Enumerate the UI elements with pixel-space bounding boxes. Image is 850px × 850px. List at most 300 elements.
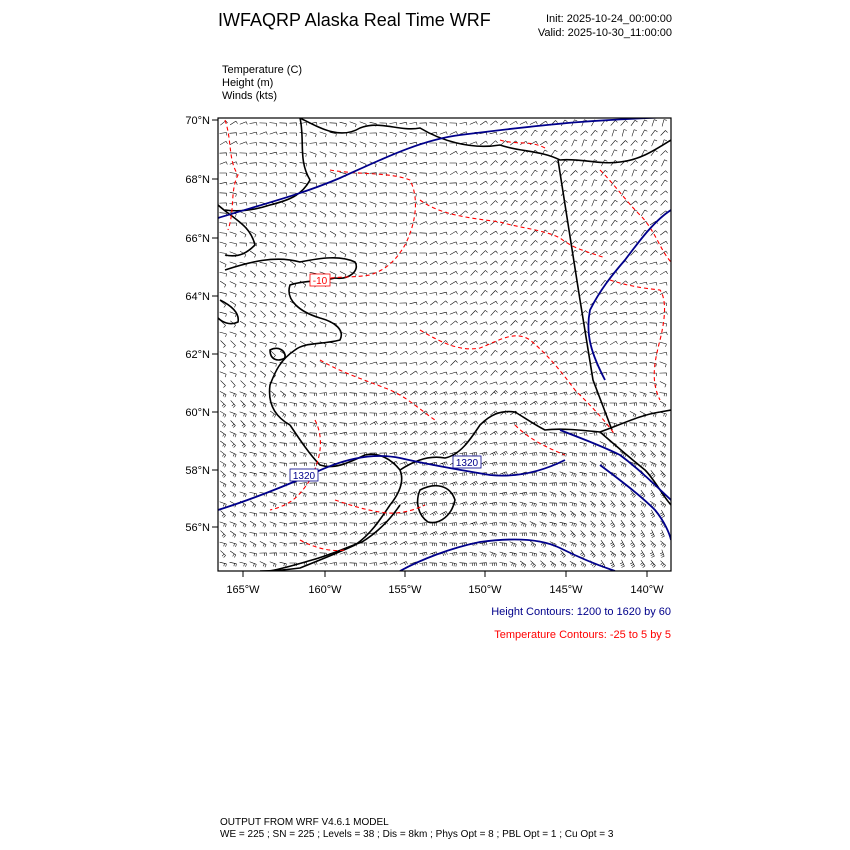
wind-barb <box>480 552 487 557</box>
wind-barb <box>501 161 508 166</box>
wind-barb <box>570 131 577 136</box>
wind-barb <box>600 481 605 488</box>
wind-barb <box>660 401 666 407</box>
wind-barb <box>520 332 527 335</box>
wind-barb <box>360 523 367 526</box>
wind-barb <box>611 140 618 145</box>
wind-barb <box>410 292 418 295</box>
wind-barb <box>380 352 387 355</box>
wind-barb <box>390 292 398 295</box>
wind-barb <box>410 522 417 526</box>
wind-barb <box>540 141 547 145</box>
wind-barb <box>390 493 397 496</box>
wind-barb <box>290 332 297 337</box>
wind-barb <box>630 261 638 264</box>
wind-barb <box>560 402 568 405</box>
wind-barb <box>330 422 337 427</box>
wind-barb <box>490 301 498 304</box>
wind-barb <box>270 502 277 507</box>
wind-barb <box>260 242 267 246</box>
wind-barb <box>370 323 377 326</box>
wind-barb <box>300 273 307 277</box>
wind-barb <box>350 423 357 426</box>
wind-barb <box>580 561 586 567</box>
init-time: Init: 2025-10-24_00:00:00 <box>546 13 672 25</box>
wind-barb <box>270 431 276 437</box>
wind-barb <box>490 152 498 155</box>
wind-barb <box>240 412 247 417</box>
wind-barb <box>450 562 457 566</box>
wind-barb <box>560 472 567 477</box>
wind-barb <box>420 402 428 405</box>
wind-barb <box>410 172 417 176</box>
wind-barb <box>250 291 255 298</box>
wind-barb <box>430 563 437 566</box>
wind-barb <box>480 502 488 506</box>
wind-barb <box>490 132 498 135</box>
wind-barb <box>420 133 427 136</box>
wind-barb <box>270 282 277 287</box>
wind-barb <box>410 122 418 125</box>
wind-barb <box>230 522 237 527</box>
wind-barb <box>450 183 457 186</box>
wind-barb <box>481 290 488 295</box>
wind-barb <box>460 432 468 435</box>
wind-barb <box>220 482 226 488</box>
wind-barb <box>652 120 657 127</box>
wind-barb <box>660 382 666 388</box>
wind-barb <box>360 182 366 187</box>
wind-barb <box>400 202 408 205</box>
wind-barb <box>440 172 448 175</box>
wind-barb <box>310 242 317 247</box>
wind-barb <box>561 290 568 296</box>
wind-barb <box>360 472 367 475</box>
wind-barb <box>460 262 467 265</box>
wind-barb <box>501 391 508 396</box>
wind-barb <box>571 331 578 336</box>
wind-barb <box>300 552 307 556</box>
wind-barb <box>410 162 418 165</box>
wind-barb <box>560 261 568 265</box>
wind-barb <box>610 492 617 497</box>
wind-barb <box>300 532 307 537</box>
wind-barb <box>610 292 618 295</box>
wind-barb <box>221 361 226 368</box>
wind-barb <box>510 522 517 527</box>
wind-barb <box>340 483 347 487</box>
wind-barb <box>530 201 537 205</box>
wind-barb <box>440 503 447 507</box>
wind-barb <box>340 292 346 298</box>
wind-barb <box>440 192 448 195</box>
wind-barb <box>651 210 658 215</box>
wind-barb <box>531 240 538 245</box>
wind-barb <box>660 262 668 265</box>
wind-barb <box>560 281 568 284</box>
wind-barb <box>660 421 666 427</box>
wind-barb <box>380 441 388 445</box>
wind-barb <box>501 371 508 376</box>
wind-barb <box>240 512 247 517</box>
wind-barb <box>590 501 596 507</box>
wind-barb <box>660 461 666 468</box>
wind-barb <box>460 122 467 125</box>
wind-barb <box>530 522 536 528</box>
wind-barb <box>410 451 418 455</box>
wind-barb <box>570 302 578 305</box>
wind-barb <box>300 372 307 376</box>
wind-barb <box>290 543 297 546</box>
wind-barb <box>340 212 346 218</box>
wind-barb <box>620 560 624 568</box>
wind-barb <box>510 161 517 166</box>
wind-barb <box>350 303 357 306</box>
wind-barb <box>621 210 627 216</box>
wind-barb <box>220 193 227 196</box>
wind-barb <box>470 191 478 195</box>
wind-barb <box>490 251 497 255</box>
wind-barb <box>650 422 657 427</box>
field-height: Height (m) <box>222 77 274 89</box>
wind-barb <box>531 260 538 265</box>
wind-barb <box>290 272 297 276</box>
wind-barb <box>660 312 668 315</box>
wind-barb <box>220 542 227 547</box>
wind-barb <box>380 262 387 267</box>
wind-barb <box>220 461 226 467</box>
wind-barb <box>540 413 547 416</box>
wind-barb <box>390 372 398 375</box>
wind-barb <box>582 200 588 206</box>
wind-barb <box>450 132 458 135</box>
wind-barb <box>540 201 548 205</box>
wind-barb <box>420 301 428 304</box>
wind-barb <box>370 283 377 287</box>
wind-barb <box>420 362 428 365</box>
wind-barb <box>650 353 657 356</box>
wind-barb <box>220 352 227 357</box>
wind-barb <box>380 461 388 465</box>
wind-barb <box>560 221 567 225</box>
wind-barb <box>490 442 498 445</box>
wind-barb <box>350 243 357 247</box>
wind-barb <box>390 203 397 206</box>
wind-barb <box>420 173 427 176</box>
wind-barb <box>521 320 528 326</box>
wind-barb <box>340 492 348 496</box>
wind-barb <box>380 252 388 255</box>
wind-barb <box>631 210 637 216</box>
wind-barb <box>380 232 387 235</box>
wind-barb <box>310 202 317 206</box>
wind-barb <box>640 482 646 488</box>
wind-barb <box>270 331 275 338</box>
wind-barb <box>630 423 637 426</box>
wind-barb <box>480 391 487 395</box>
wind-barb <box>420 352 428 355</box>
wind-barb <box>550 281 558 285</box>
wind-barb <box>630 501 636 508</box>
wind-barb <box>591 281 598 286</box>
wind-barb <box>571 290 578 296</box>
wind-barb <box>640 242 648 245</box>
wind-barb <box>580 453 587 456</box>
wind-barb <box>480 382 488 385</box>
wind-barb <box>330 483 337 487</box>
wind-barb <box>550 381 557 385</box>
wind-barb <box>290 123 297 126</box>
wind-barb <box>420 281 428 284</box>
wind-barb <box>270 522 276 527</box>
wind-barb <box>220 491 225 498</box>
wind-barb <box>370 222 377 227</box>
wind-barb <box>280 213 287 216</box>
wind-barb <box>420 162 427 165</box>
wind-barb <box>270 193 277 196</box>
wind-barb <box>370 182 377 187</box>
wind-barb <box>590 311 598 315</box>
wind-barb <box>450 552 458 556</box>
wind-barb <box>270 391 276 398</box>
wind-barb <box>360 393 367 397</box>
wind-barb <box>360 133 367 136</box>
wind-barb <box>570 351 577 356</box>
wind-barb <box>470 371 478 375</box>
wind-barb <box>310 321 316 327</box>
wind-barb <box>370 512 377 515</box>
wind-barb <box>260 402 266 408</box>
wind-barb <box>510 131 518 135</box>
wind-barb <box>490 192 498 195</box>
wind-barb <box>660 530 664 538</box>
wind-barb <box>400 452 408 456</box>
wind-barb <box>260 173 267 176</box>
wind-barb <box>460 271 467 275</box>
wind-barb <box>620 301 627 305</box>
wind-barb <box>380 282 387 286</box>
wind-barb <box>350 232 357 237</box>
wind-barb <box>400 233 407 236</box>
wind-barb <box>360 342 368 345</box>
wind-barb <box>630 392 637 397</box>
wind-barb <box>480 262 488 265</box>
wind-barb <box>380 481 388 485</box>
wind-barb <box>370 342 377 345</box>
wind-barb <box>541 301 548 306</box>
wind-barb <box>230 481 236 487</box>
wind-barb <box>260 331 265 338</box>
wind-barb <box>460 452 467 456</box>
wind-barb <box>550 433 557 437</box>
wind-barb <box>540 331 548 334</box>
wind-barb <box>520 191 527 196</box>
wind-barb <box>530 251 537 256</box>
wind-barb <box>230 372 237 377</box>
wind-barb <box>460 341 467 345</box>
wind-barb <box>370 362 378 365</box>
wind-barb <box>550 492 556 497</box>
wind-barb <box>370 142 377 147</box>
wind-barb <box>520 251 528 255</box>
wind-barb <box>280 123 287 126</box>
wind-barb <box>470 513 477 516</box>
wind-barb <box>400 193 407 197</box>
wind-barb <box>330 203 337 206</box>
wind-barb <box>221 531 226 538</box>
wind-barb <box>270 482 277 487</box>
wind-barb <box>250 183 257 186</box>
wind-barb <box>610 551 616 557</box>
wind-barb <box>470 282 478 285</box>
wind-barb <box>430 312 437 315</box>
wind-barb <box>280 292 286 297</box>
wind-barb <box>280 221 286 227</box>
wind-barb <box>491 391 498 396</box>
wind-barb <box>531 361 538 366</box>
wind-barb <box>630 372 637 376</box>
wind-barb <box>350 342 357 345</box>
wind-barb <box>420 312 428 315</box>
wind-barb <box>650 442 657 447</box>
wind-barb <box>491 370 498 375</box>
wind-barb <box>260 533 267 536</box>
wind-barb <box>450 231 458 235</box>
wind-barb <box>590 291 598 295</box>
wind-barb <box>420 273 427 276</box>
wind-barb <box>540 291 547 296</box>
wind-barb <box>380 193 387 196</box>
wind-barb <box>651 190 658 196</box>
wind-barb <box>610 373 617 376</box>
wind-barb <box>440 401 447 405</box>
wind-barb <box>540 241 547 245</box>
wind-barb <box>530 552 537 556</box>
wind-barb <box>580 502 586 507</box>
wind-barb <box>531 221 538 226</box>
wind-barb <box>380 323 387 326</box>
wind-barb <box>610 382 617 385</box>
wind-barb <box>350 153 357 156</box>
wind-barb <box>580 191 587 196</box>
wind-barb <box>630 353 637 356</box>
wind-barb <box>500 382 508 385</box>
lon-label-145: 145°W <box>549 584 583 596</box>
wind-barb <box>530 352 538 355</box>
wind-barb <box>621 190 627 196</box>
wind-barb <box>430 451 438 456</box>
wind-barb <box>460 401 467 406</box>
wind-barb <box>290 372 296 378</box>
wind-barb <box>570 412 578 415</box>
wind-barb <box>540 502 547 506</box>
temp-contour-10 <box>300 540 345 551</box>
wind-barb <box>220 133 227 136</box>
wind-barb <box>220 281 226 287</box>
wind-barb <box>240 452 247 457</box>
wind-barb <box>250 381 256 387</box>
wind-barb <box>630 281 637 284</box>
wind-barb <box>510 331 518 335</box>
wind-barb <box>360 253 367 257</box>
wind-barb <box>570 542 577 547</box>
wind-barb <box>230 223 237 226</box>
wind-barb <box>640 550 645 557</box>
wind-barb <box>561 230 567 236</box>
wind-barb <box>310 262 316 268</box>
wind-barb <box>490 552 497 557</box>
height-contour-south-2 <box>600 465 671 540</box>
wind-barb <box>300 132 307 136</box>
wind-barb <box>440 392 448 396</box>
model-info-line1: OUTPUT FROM WRF V4.6.1 MODEL <box>220 817 389 828</box>
wind-barb <box>230 562 237 566</box>
wind-barb <box>621 230 628 235</box>
wind-barb <box>260 382 267 387</box>
wind-barb <box>440 163 447 166</box>
wind-barb <box>350 472 357 476</box>
wind-barb <box>250 401 256 408</box>
wind-barb <box>330 402 337 407</box>
wind-barb <box>220 502 227 507</box>
wind-barb <box>601 200 607 206</box>
wind-barb <box>230 432 236 438</box>
wind-barb <box>430 273 437 276</box>
wind-barb <box>440 421 448 425</box>
wind-barb <box>510 483 517 487</box>
wind-barb <box>350 133 357 136</box>
wind-barb <box>350 463 357 466</box>
wind-barb <box>460 553 467 556</box>
wind-barb <box>430 391 438 395</box>
wind-barb <box>450 341 457 346</box>
wind-barb <box>541 130 547 136</box>
wind-barb <box>390 432 398 435</box>
wind-barb <box>470 493 477 496</box>
wind-barb <box>380 402 388 405</box>
wind-barb <box>550 161 557 166</box>
wind-barb <box>430 253 437 256</box>
wind-barb <box>541 321 548 326</box>
wind-barb <box>280 311 286 317</box>
wind-barb <box>330 211 336 217</box>
wind-barb <box>660 373 667 376</box>
wind-barb <box>280 322 287 327</box>
wind-barb <box>330 362 337 366</box>
wind-barb <box>611 200 618 206</box>
wind-barb <box>520 443 527 446</box>
wind-barb <box>290 143 297 147</box>
wind-barb <box>230 153 237 156</box>
wind-barb <box>581 271 588 276</box>
wind-barb <box>280 252 287 256</box>
wind-barb <box>410 182 417 185</box>
wind-barb <box>270 342 277 346</box>
wind-barb <box>500 463 507 466</box>
wind-barb <box>580 171 587 176</box>
wind-barb <box>220 332 227 337</box>
wind-barb <box>240 291 246 297</box>
wind-barb <box>611 301 618 306</box>
wind-barb <box>600 492 607 497</box>
wind-barb <box>520 482 527 486</box>
wind-barb <box>350 162 357 167</box>
wind-barb <box>250 472 257 476</box>
wind-barb <box>231 341 236 348</box>
wind-barb <box>290 362 297 367</box>
wind-barb <box>650 242 658 245</box>
wind-barb <box>480 542 487 546</box>
